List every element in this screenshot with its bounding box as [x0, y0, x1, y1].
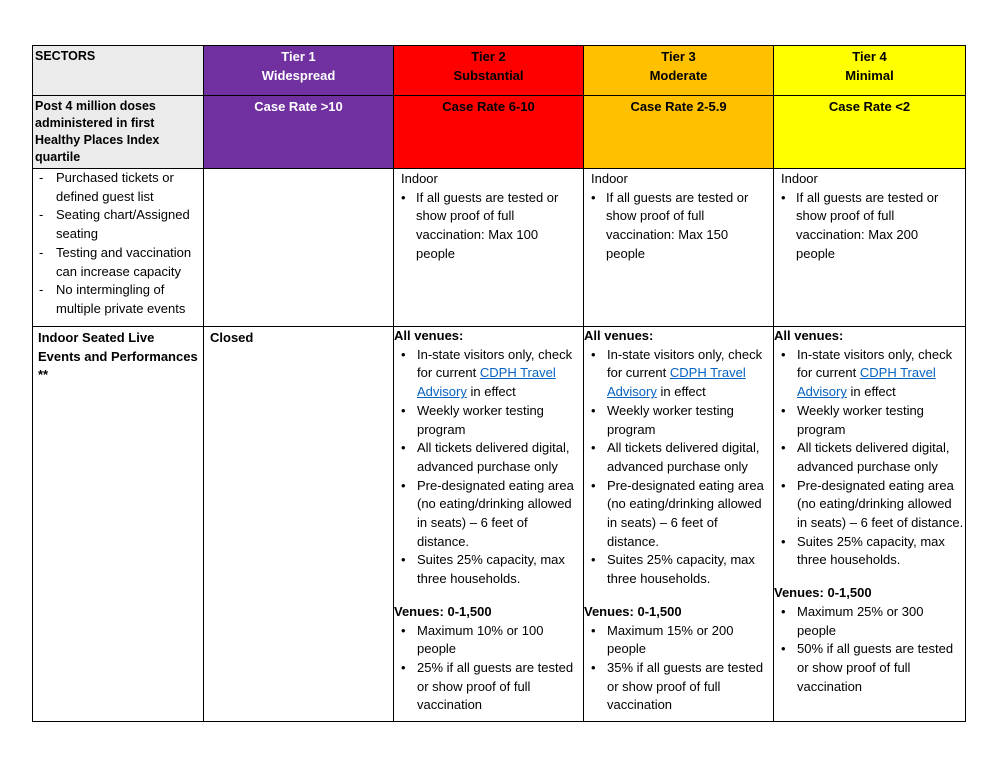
list-item: • Maximum 25% or 300 people: [774, 603, 965, 640]
tier-name: Widespread: [261, 67, 336, 83]
list-item: • All tickets delivered digital, advanced purchase only: [394, 439, 583, 476]
list-item: • 25% if all guests are tested or show proof of full vaccination: [394, 659, 583, 715]
all-venues-heading: All venues:: [394, 328, 464, 343]
live-events-row: [33, 327, 966, 722]
list-item: - Purchased tickets or defined guest list: [39, 169, 203, 206]
header-row: [33, 46, 966, 96]
all-venues-heading: All venues:: [584, 328, 654, 343]
tier-3-case-rate: Case Rate 2-5.9: [584, 96, 774, 169]
list-item: • If all guests are tested or show proof of full vaccination: Max 150 people: [591, 189, 766, 264]
tier-1-header: [204, 46, 394, 96]
list-item: • In-state visitors only, check for current CDPH Travel Advisory in effect: [774, 346, 965, 402]
tier-3-venue-rules: [584, 327, 774, 722]
list-item: • In-state visitors only, check for current CDPH Travel Advisory in effect: [394, 346, 583, 402]
tier-4-requirements: [774, 169, 966, 327]
list-item: • Suites 25% capacity, max three households.: [394, 551, 583, 588]
travel-advisory-link[interactable]: CDPH Travel Advisory: [607, 365, 746, 400]
sector-name: Indoor Seated Live Events and Performances **: [33, 327, 204, 722]
tier-number: Tier 3: [661, 49, 696, 64]
tier-2-case-rate: Case Rate 6-10: [394, 96, 584, 169]
tier-number: Tier 1: [281, 49, 316, 64]
requirements-list-cell: [33, 169, 204, 327]
list-item: • 35% if all guests are tested or show proof of full vaccination: [584, 659, 773, 715]
travel-advisory-link[interactable]: CDPH Travel Advisory: [797, 365, 936, 400]
list-item: • If all guests are tested or show proof of full vaccination: Max 100 people: [401, 189, 576, 264]
venue-size-heading: Venues: 0-1,500: [394, 603, 492, 619]
list-item: • Weekly worker testing program: [584, 402, 773, 439]
tier-4-venue-rules: [774, 327, 966, 722]
tier-1-requirements: [204, 169, 394, 327]
tier-name: Substantial: [453, 67, 524, 83]
indoor-label: Indoor: [401, 171, 438, 186]
list-item: • Weekly worker testing program: [774, 402, 965, 439]
list-item: • In-state visitors only, check for current CDPH Travel Advisory in effect: [584, 346, 773, 402]
list-item: - Testing and vaccination can increase capacity: [39, 244, 203, 281]
indoor-label: Indoor: [591, 171, 628, 186]
venue-size-heading: Venues: 0-1,500: [584, 603, 682, 619]
list-item: • Pre-designated eating area (no eating/drinking allowed in seats) – 6 feet of distance.: [774, 477, 965, 533]
tier-2-venue-rules: [394, 327, 584, 722]
dose-threshold-label: Post 4 million doses administered in first Healthy Places Index quartile: [33, 96, 204, 169]
list-item: • All tickets delivered digital, advanced purchase only: [774, 439, 965, 476]
list-item: • Suites 25% capacity, max three households.: [584, 551, 773, 588]
tier-table: [32, 45, 966, 722]
list-item: • Maximum 10% or 100 people: [394, 622, 583, 659]
tier-1-case-rate: Case Rate >10: [204, 96, 394, 169]
list-item: • Maximum 15% or 200 people: [584, 622, 773, 659]
tier-3-requirements: [584, 169, 774, 327]
tier-4-case-rate: Case Rate <2: [774, 96, 966, 169]
list-item: • All tickets delivered digital, advanced purchase only: [584, 439, 773, 476]
list-item: • If all guests are tested or show proof of full vaccination: Max 200 people: [781, 189, 958, 264]
list-item: - Seating chart/Assigned seating: [39, 206, 203, 243]
list-item: - No intermingling of multiple private events: [39, 281, 203, 318]
tier-name: Moderate: [649, 67, 708, 83]
tier-number: Tier 4: [852, 49, 887, 64]
tier-3-header: [584, 46, 774, 96]
tier-number: Tier 2: [471, 49, 506, 64]
sectors-header: SECTORS: [33, 46, 204, 96]
list-item: • Pre-designated eating area (no eating/drinking allowed in seats) – 6 feet of distance.: [584, 477, 773, 552]
tier-2-header: [394, 46, 584, 96]
all-venues-heading: All venues:: [774, 328, 844, 343]
requirements-list: [33, 169, 203, 319]
venue-size-heading: Venues: 0-1,500: [774, 585, 872, 601]
tier-4-header: [774, 46, 966, 96]
travel-advisory-link[interactable]: CDPH Travel Advisory: [417, 365, 556, 400]
list-item: • Weekly worker testing program: [394, 402, 583, 439]
tier-1-status: Closed: [204, 327, 394, 722]
list-item: • Pre-designated eating area (no eating/drinking allowed in seats) – 6 feet of distance.: [394, 477, 583, 552]
requirements-row: [33, 169, 966, 327]
case-rate-row: [33, 96, 966, 169]
list-item: • 50% if all guests are tested or show proof of full vaccination: [774, 640, 965, 696]
list-item: • Suites 25% capacity, max three households.: [774, 533, 965, 570]
indoor-label: Indoor: [781, 171, 818, 186]
tier-2-requirements: [394, 169, 584, 327]
tier-name: Minimal: [845, 67, 894, 83]
